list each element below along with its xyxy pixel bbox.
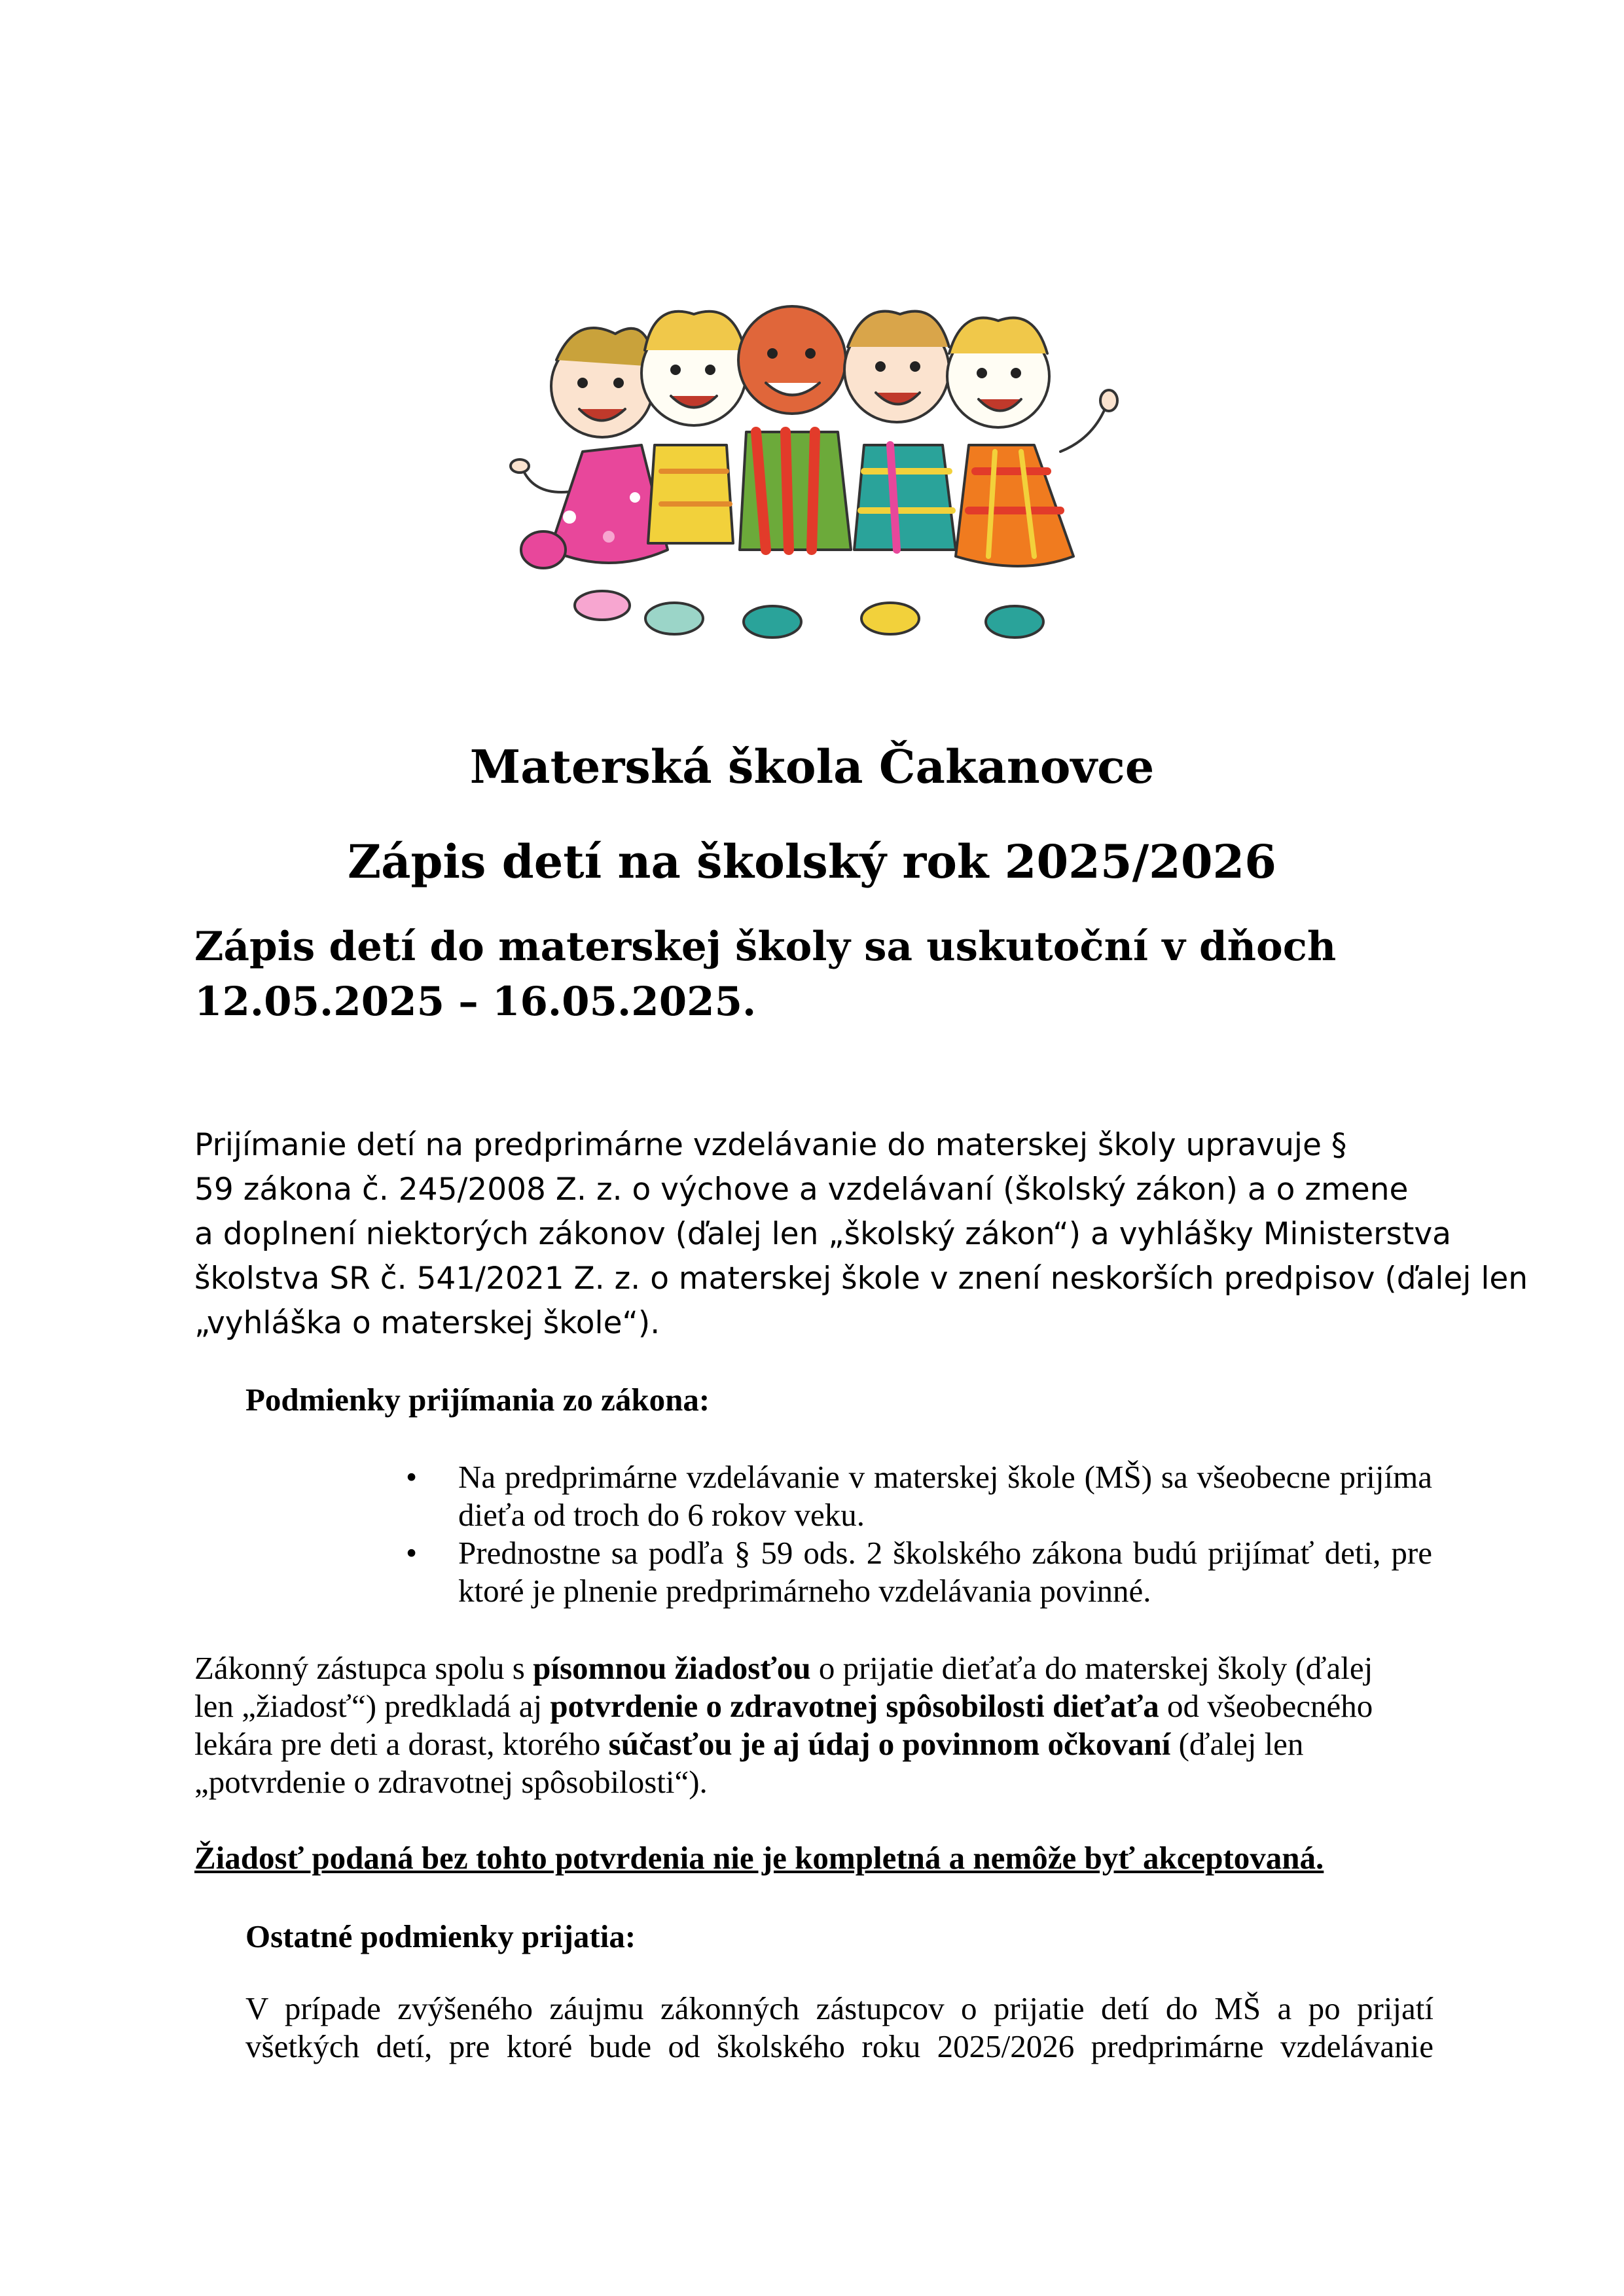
text-run: od všeobecného [1159,1688,1373,1724]
page-subtitle: Zápis detí na školský rok 2025/2026 [348,834,1276,889]
intro-line: Prijímanie detí na predprimárne vzdelávanie do materskej školy upravuje § [194,1127,1347,1163]
children-illustration [497,236,1139,655]
intro-paragraph [194,1123,1528,1346]
list-item [406,1458,1432,1534]
text-run: (ďalej len [1170,1726,1304,1762]
intro-line: „vyhláška o materskej škole“). [194,1305,660,1341]
warning-notice: Žiadosť podaná bez tohto potvrdenia nie je kompletná a nemôže byť akceptovaná. [194,1840,1324,1876]
paragraph-line: „potvrdenie o zdravotnej spôsobilosti“). [194,1764,708,1800]
bold-text: písomnou žiadosťou [533,1650,811,1686]
paragraph-line: V prípade zvýšeného záujmu zákonných zástupcov o prijatie detí do MŠ a po prijatí [245,1990,1434,2026]
list-item-text: Prednostne sa podľa § 59 ods. 2 školského zákona budú prijímať deti, pre ktoré je plnenie predprimárneho vzdelávania povinné. [458,1535,1432,1609]
bullet-icon: • [406,1459,418,1495]
other-conditions-paragraph [245,1990,1434,2066]
paragraph-line [194,1687,1435,1725]
other-conditions-heading: Ostatné podmienky prijatia: [245,1918,636,1954]
intro-line: školstva SR č. 541/2021 Z. z. o materskej škole v znení neskorších predpisov (ďalej len [194,1261,1528,1297]
enrollment-dates: Zápis detí do materskej školy sa uskutoční v dňoch 12.05.2025 – 16.05.2025. [194,924,1337,1025]
list-item-text: Na predprimárne vzdelávanie v materskej škole (MŠ) sa všeobecne prijíma dieťa od troch do 6 rokov veku. [458,1459,1432,1533]
page-title: Materská škola Čakanovce [469,740,1155,794]
guardian-paragraph [194,1649,1435,1801]
paragraph-line [194,1725,1435,1763]
paragraph-line [194,1649,1435,1687]
text-run: lekára pre deti a dorast, ktorého [194,1726,609,1762]
text-run: o prijatie dieťaťa do materskej školy (ďalej [810,1650,1373,1686]
bold-text: súčasťou je aj údaj o povinnom očkovaní [608,1726,1171,1762]
bullet-icon: • [406,1535,418,1571]
paragraph-line: všetkých detí, pre ktoré bude od školského roku 2025/2026 predprimárne vzdelávanie [245,2028,1434,2064]
conditions-list [406,1458,1432,1610]
text-run: Zákonný zástupca spolu s [194,1650,533,1686]
intro-line: 59 zákona č. 245/2008 Z. z. o výchove a vzdelávaní (školský zákon) a o zmene [194,1172,1409,1208]
conditions-heading: Podmienky prijímania zo zákona: [245,1382,710,1418]
bold-text: potvrdenie o zdravotnej spôsobilosti dieťaťa [550,1688,1159,1724]
text-run: len „žiadosť“) predkladá aj [194,1688,550,1724]
intro-line: a doplnení niektorých zákonov (ďalej len „školský zákon“) a vyhlášky Ministerstva [194,1216,1451,1252]
list-item [406,1534,1432,1610]
